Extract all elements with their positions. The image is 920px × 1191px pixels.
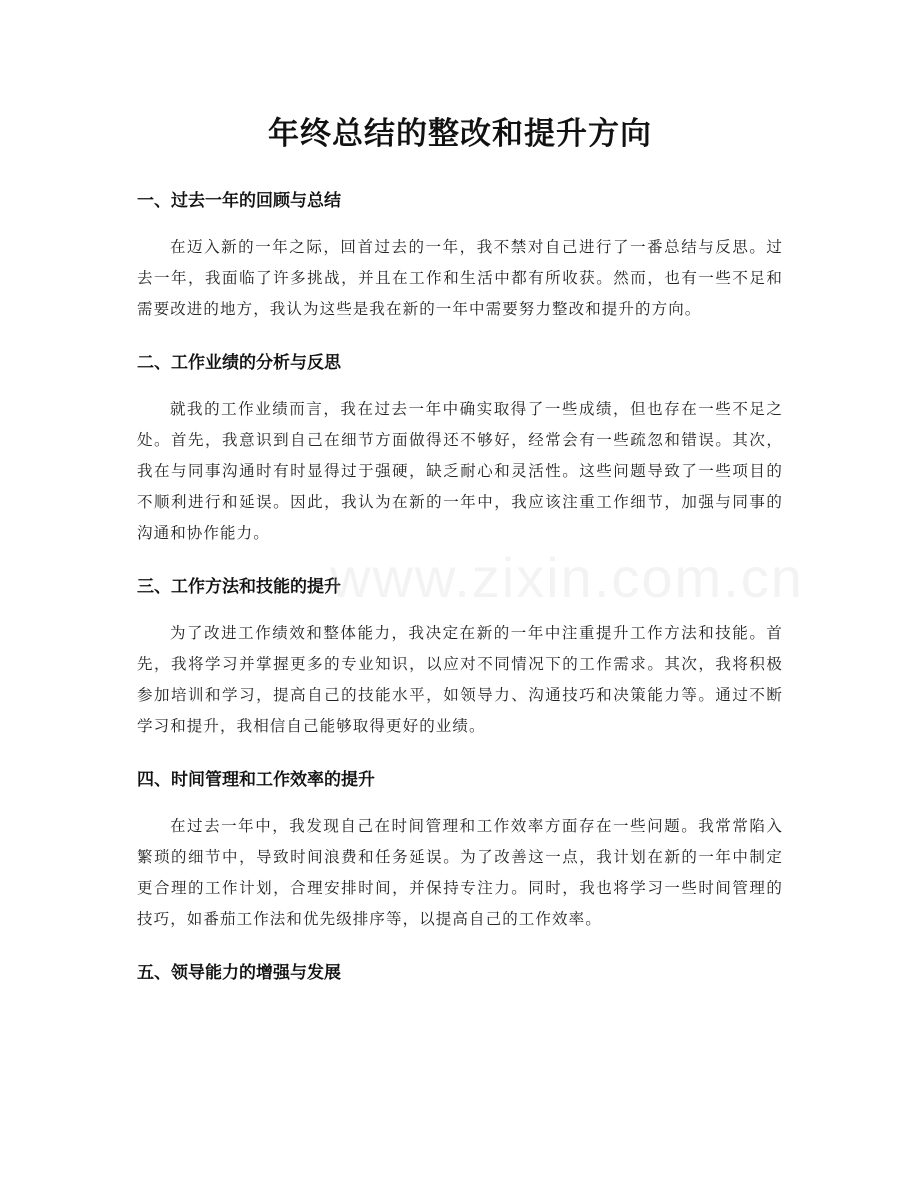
section-paragraph-2: 就我的工作业绩而言，我在过去一年中确实取得了一些成绩，但也存在一些不足之处。首先，我意识到自己在细节方面做得还不够好，经常会有一些疏忽和错误。其次，我在与同事沟通时有时显得过于强硬，缺乏耐心和灵活性。这些问题导致了一些项目的不顺利进行和延误。因此，我认为在新的一年中，我应该注重工作细节，加强与同事的沟通和协作能力。 — [137, 400, 783, 542]
section-heading-5: 五、领导能力的增强与发展 — [137, 963, 341, 983]
section-heading-2: 二、工作业绩的分析与反思 — [137, 353, 341, 373]
section-heading-3: 三、工作方法和技能的提升 — [137, 577, 341, 597]
section-heading-4: 四、时间管理和工作效率的提升 — [137, 770, 375, 790]
section-paragraph-3: 为了改进工作绩效和整体能力，我决定在新的一年中注重提升工作方法和技能。首先，我将学习并掌握更多的专业知识，以应对不同情况下的工作需求。其次，我将积极参加培训和学习，提高自己的技能水平，如领导力、沟通技巧和决策能力等。通过不断学习和提升，我相信自己能够取得更好的业绩。 — [137, 624, 783, 735]
document-title: 年终总结的整改和提升方向 — [268, 116, 652, 152]
section-heading-1: 一、过去一年的回顾与总结 — [137, 191, 341, 211]
watermark: www.zixin.com.cn — [330, 546, 804, 609]
section-paragraph-1: 在迈入新的一年之际，回首过去的一年，我不禁对自己进行了一番总结与反思。过去一年，我面临了许多挑战，并且在工作和生活中都有所收获。然而，也有一些不足和需要改进的地方，我认为这些是我在新的一年中需要努力整改和提升的方向。 — [137, 238, 783, 318]
document-body — [137, 186, 783, 988]
section-paragraph-4: 在过去一年中，我发现自己在时间管理和工作效率方面存在一些问题。我常常陷入繁琐的细节中，导致时间浪费和任务延误。为了改善这一点，我计划在新的一年中制定更合理的工作计划，合理安排时间，并保持专注力。同时，我也将学习一些时间管理的技巧，如番茄工作法和优先级排序等，以提高自己的工作效率。 — [137, 817, 783, 928]
